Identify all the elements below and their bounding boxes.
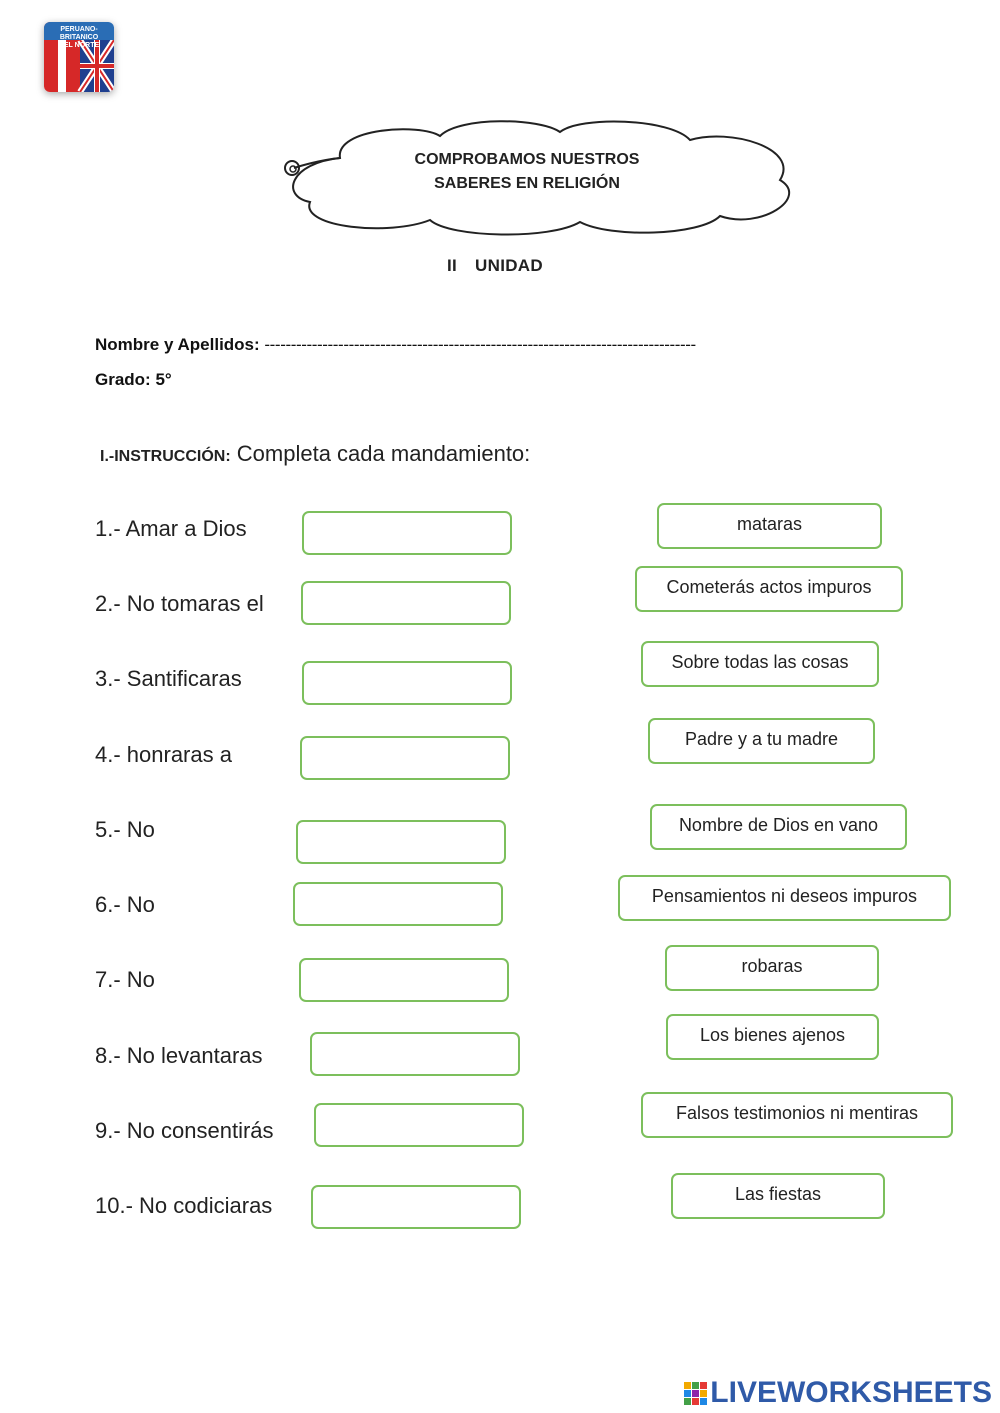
answer-box-2[interactable]	[301, 581, 511, 625]
option-item[interactable]: Las fiestas	[671, 1173, 885, 1219]
answer-box-8[interactable]	[310, 1032, 520, 1076]
option-item[interactable]: mataras	[657, 503, 882, 549]
option-item[interactable]: robaras	[665, 945, 879, 991]
commandment-7: 7.- No	[95, 967, 155, 992]
answer-box-1[interactable]	[302, 511, 512, 555]
commandment-3: 3.- Santificaras	[95, 666, 242, 691]
commandment-6: 6.- No	[95, 892, 155, 917]
unit-heading: II UNIDAD	[447, 256, 543, 275]
answer-box-9[interactable]	[314, 1103, 524, 1147]
answer-box-3[interactable]	[302, 661, 512, 705]
brand-icon	[684, 1382, 708, 1406]
school-logo	[44, 22, 114, 92]
commandment-4: 4.- honraras a	[95, 742, 232, 767]
grade-label: Grado: 5°	[95, 370, 172, 389]
option-item[interactable]: Falsos testimonios ni mentiras	[641, 1092, 953, 1138]
option-item[interactable]: Nombre de Dios en vano	[650, 804, 907, 850]
commandment-1: 1.- Amar a Dios	[95, 516, 247, 541]
commandment-2: 2.- No tomaras el	[95, 591, 264, 616]
answer-box-4[interactable]	[300, 736, 510, 780]
commandment-8: 8.- No levantaras	[95, 1043, 263, 1068]
option-item[interactable]: Pensamientos ni deseos impuros	[618, 875, 951, 921]
option-item[interactable]: Cometerás actos impuros	[635, 566, 903, 612]
logo-text: PERUANO-BRITANICO DEL NORTE	[58, 26, 100, 49]
instruction: I.-INSTRUCCIÓN: Completa cada mandamiento:	[100, 441, 531, 466]
commandment-5: 5.- No	[95, 817, 155, 842]
option-item[interactable]: Sobre todas las cosas	[641, 641, 879, 687]
brand-logo: LIVEWORKSHEETS	[684, 1376, 992, 1410]
page-title: COMPROBAMOS NUESTROS SABERES EN RELIGIÓN	[414, 151, 640, 192]
answer-box-10[interactable]	[311, 1185, 521, 1229]
answer-box-5[interactable]	[296, 820, 506, 864]
option-item[interactable]: Los bienes ajenos	[666, 1014, 879, 1060]
commandment-10: 10.- No codiciaras	[95, 1193, 273, 1218]
answer-box-7[interactable]	[299, 958, 509, 1002]
answer-box-6[interactable]	[293, 882, 503, 926]
option-item[interactable]: Padre y a tu madre	[648, 718, 875, 764]
commandment-9: 9.- No consentirás	[95, 1118, 274, 1143]
name-field: Nombre y Apellidos: ----------------------------------------------------------------------------------	[95, 335, 696, 354]
